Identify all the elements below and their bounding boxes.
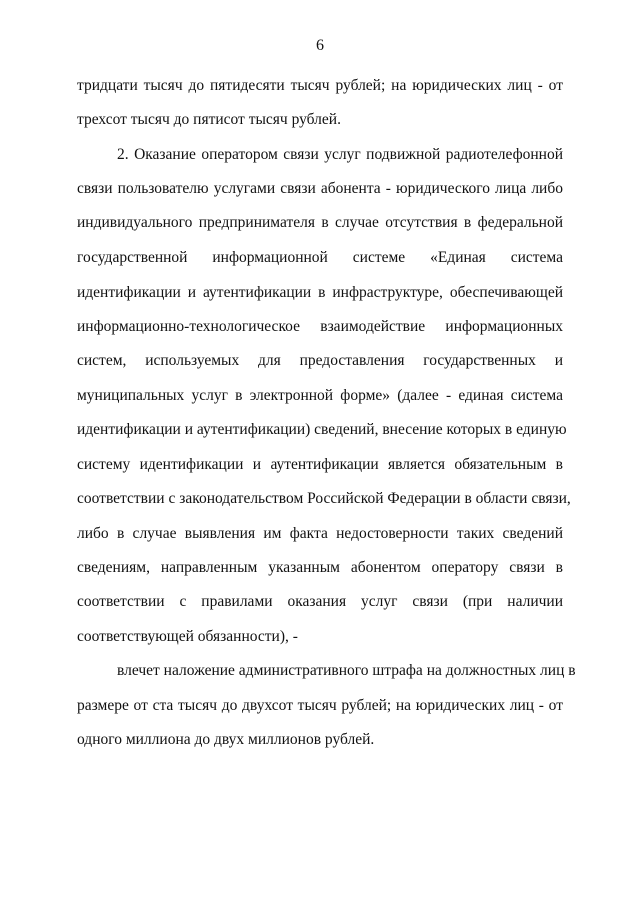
text-line: соответствующей обязанности), - (77, 628, 298, 645)
text-line: систем, используемых для предоставления государственных и (77, 352, 563, 369)
text-line: идентификации и аутентификации) сведений, внесение которых в единую (77, 421, 567, 438)
text-line: государственной информационной системе «Единая система (77, 249, 563, 266)
text-line: муниципальных услуг в электронной форме» (далее - единая система (77, 387, 563, 404)
text-line: влечет наложение административного штрафа на должностных лиц в (117, 662, 576, 679)
text-line: идентификации и аутентификации в инфраструктуре, обеспечивающей (77, 284, 563, 301)
text-line: соответствии с законодательством Российской Федерации в области связи, (77, 490, 571, 507)
text-line: тридцати тысяч до пятидесяти тысяч рублей; на юридических лиц - от (77, 77, 563, 94)
text-line: индивидуального предпринимателя в случае отсутствия в федеральной (77, 214, 563, 231)
text-line: систему идентификации и аутентификации является обязательным в (77, 456, 563, 473)
text-line: 2. Оказание оператором связи услуг подвижной радиотелефонной (117, 146, 563, 163)
text-line: связи пользователю услугами связи абонента - юридического лица либо (77, 180, 563, 197)
text-line: информационно-технологическое взаимодействие информационных (77, 318, 563, 335)
text-line: сведениям, направленным указанным абонентом оператору связи в (77, 559, 563, 576)
text-line: размере от ста тысяч до двухсот тысяч рублей; на юридических лиц - от (77, 697, 563, 714)
text-line: либо в случае выявления им факта недостоверности таких сведений (77, 525, 563, 542)
text-line: соответствии с правилами оказания услуг связи (при наличии (77, 593, 563, 610)
page-number: 6 (316, 37, 324, 54)
text-line: одного миллиона до двух миллионов рублей. (77, 731, 375, 748)
text-line: трехсот тысяч до пятисот тысяч рублей. (77, 111, 341, 128)
